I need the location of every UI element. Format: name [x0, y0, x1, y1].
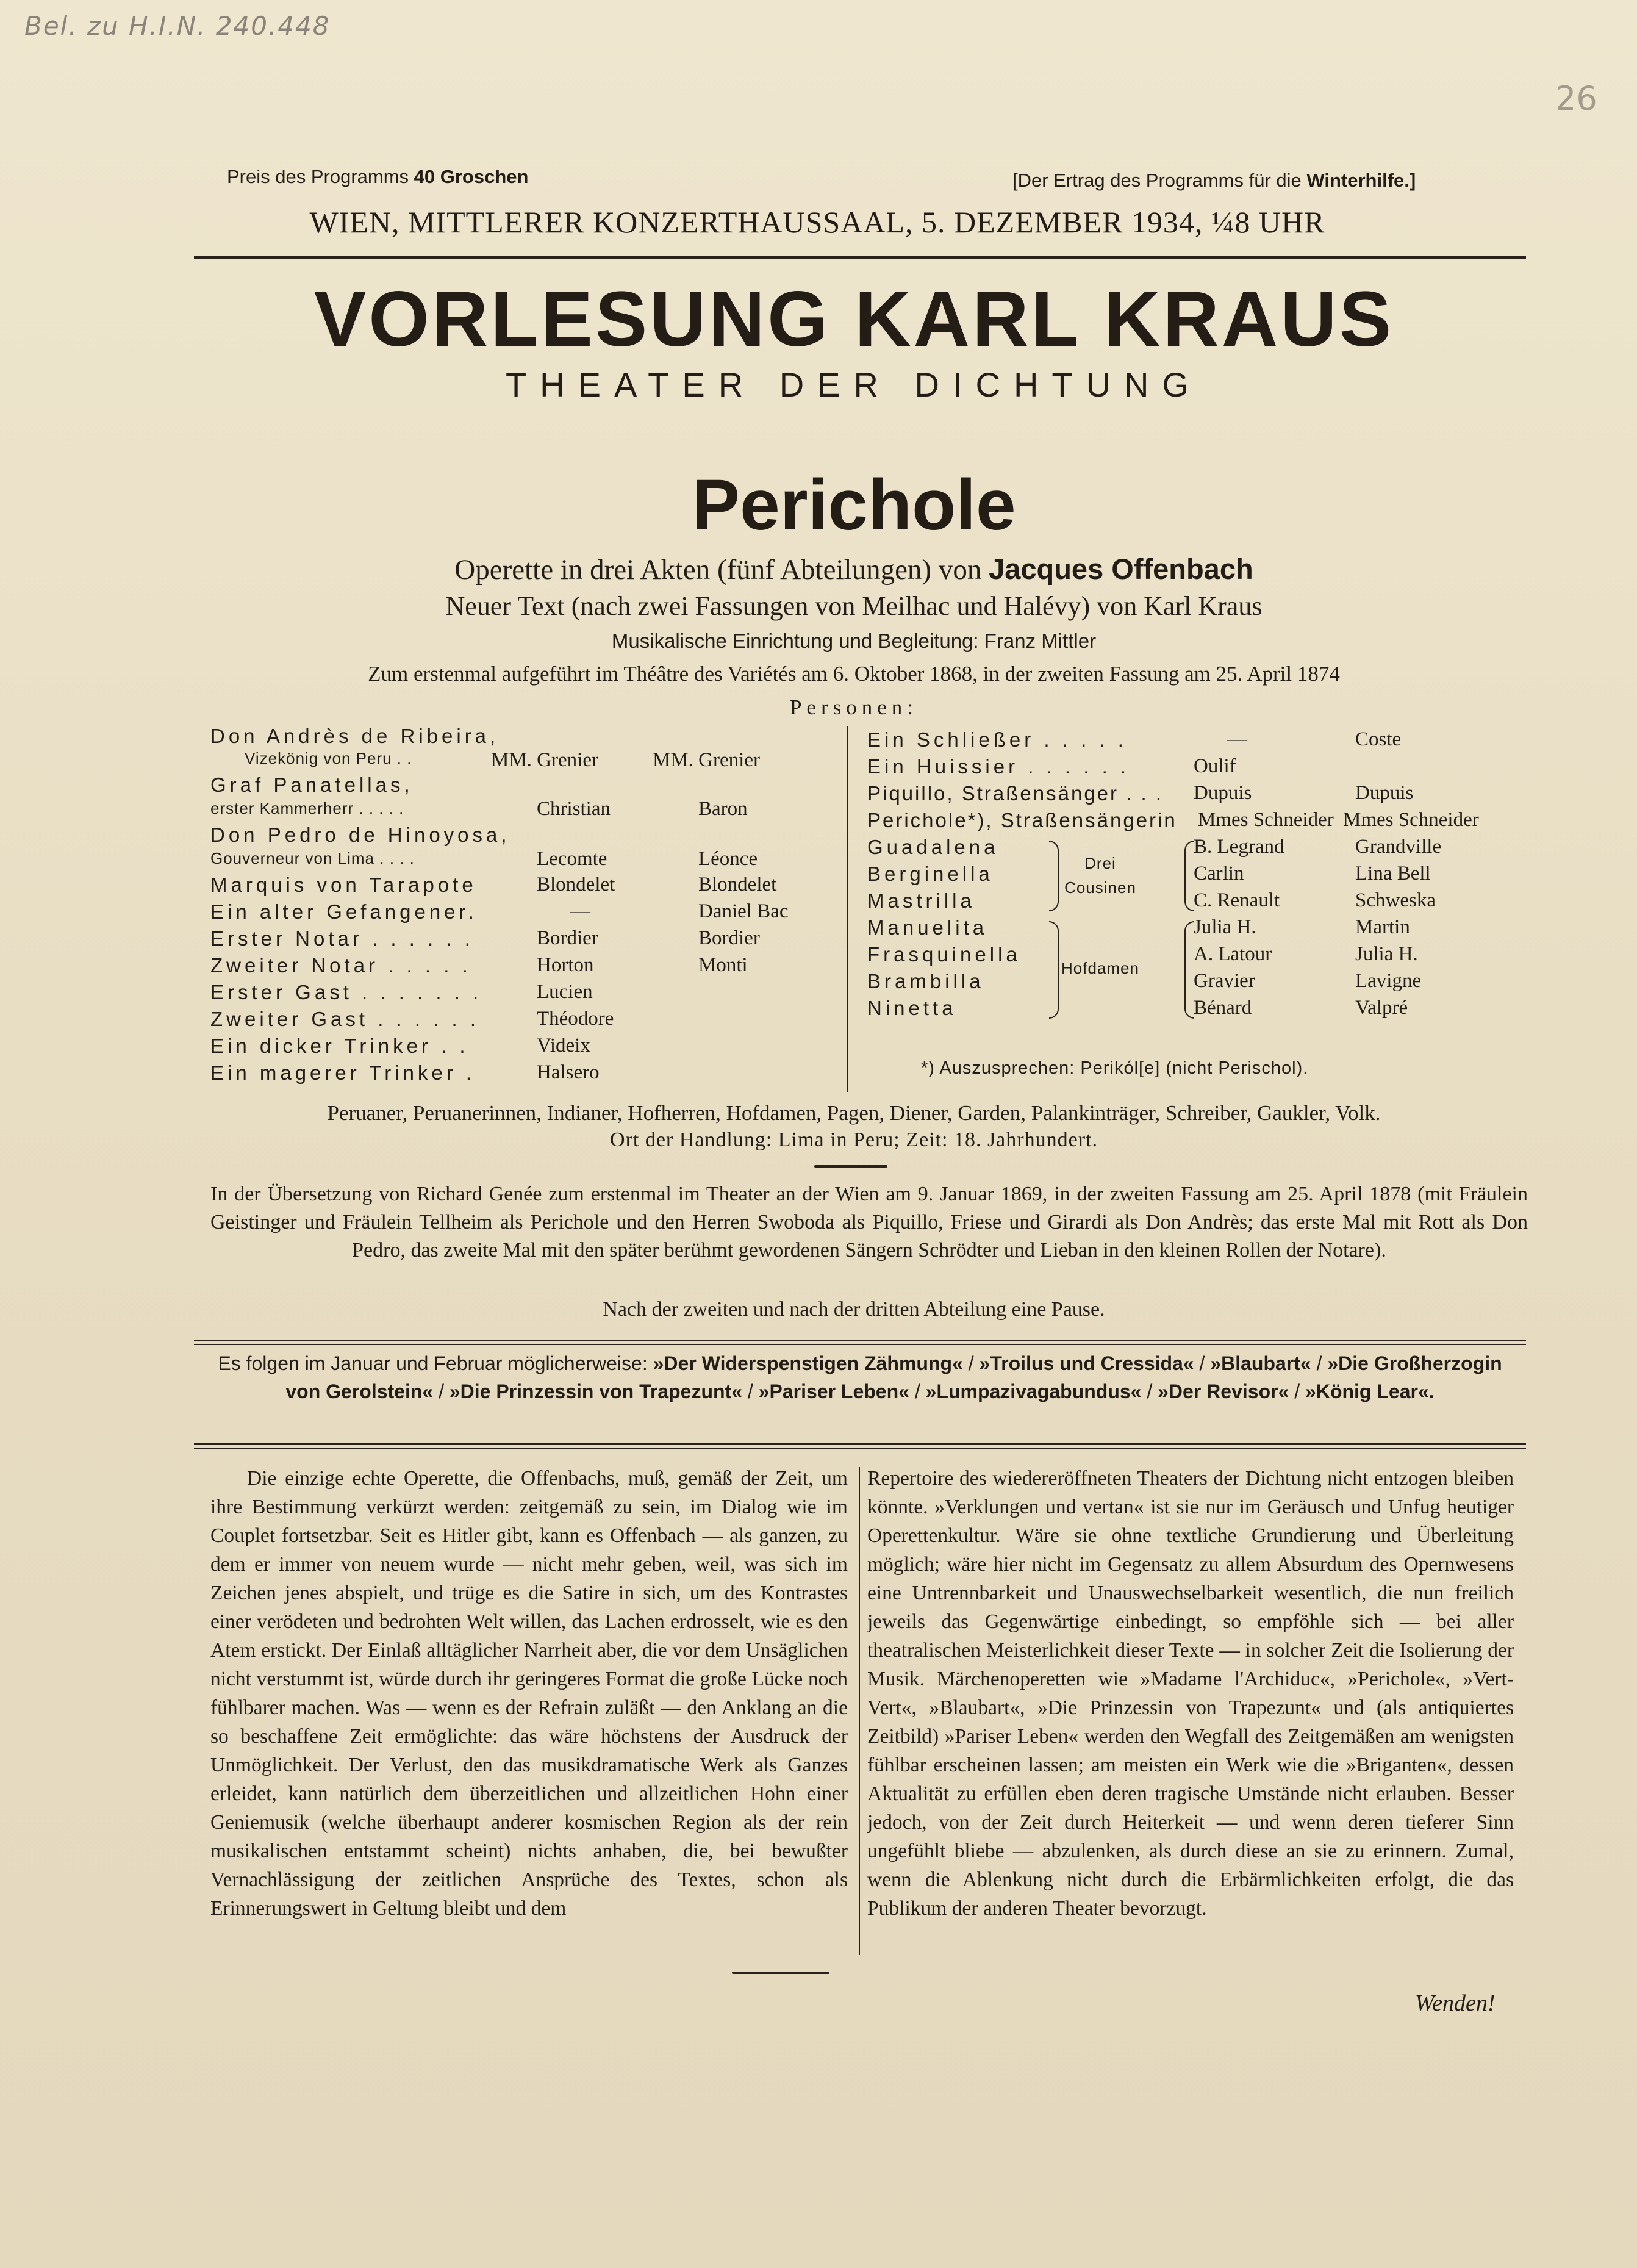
- pause-note: Nach der zweiten und nach der dritten Abteilung eine Pause.: [603, 1298, 1105, 1321]
- cast-role: Frasquinella: [867, 943, 1021, 966]
- upcoming-work: »Blaubart«: [1210, 1352, 1311, 1374]
- cast-role: Perichole*), Straßensängerin: [867, 809, 1177, 831]
- upcoming-rule-bottom-2: [194, 1448, 1526, 1449]
- cast-row: [210, 981, 839, 1008]
- cast-actor-1874: Mmes Schneider: [1343, 809, 1479, 831]
- group-label: Hofdamen: [1061, 959, 1139, 977]
- cast-row: [210, 725, 839, 773]
- cast-role: Don Pedro de Hinoyosa,: [210, 824, 510, 846]
- proceeds-bold: Winterhilfe.]: [1306, 170, 1416, 191]
- turn-page-note: Wenden!: [1415, 1990, 1496, 2016]
- cast-role: Piquillo, Straßensänger . . .: [867, 782, 1164, 805]
- play-line1: [122, 552, 1586, 586]
- pencil-archive-note: Bel. zu H.I.N. 240.448: [24, 11, 331, 41]
- cast-role: Don Andrès de Ribeira,: [210, 725, 500, 747]
- price-label: Preis des Programms: [227, 166, 409, 187]
- group-label: Drei: [1084, 854, 1116, 872]
- cast-role: Ein alter Gefangener.: [210, 900, 478, 923]
- cast-role: Zweiter Gast . . . . . .: [210, 1008, 480, 1030]
- cast-actor-1874: MM. Grenier: [653, 749, 760, 771]
- cast-row: [210, 773, 839, 824]
- price-note: [227, 166, 528, 188]
- cast-actor-1874: Valpré: [1355, 997, 1408, 1019]
- cast-actor-1868: Horton: [537, 954, 594, 976]
- upcoming-work: »Pariser Leben«: [758, 1380, 909, 1402]
- cast-role: Guadalena: [867, 836, 999, 858]
- cast-actor-1868: Videix: [537, 1035, 590, 1057]
- brace-left: [1049, 841, 1059, 911]
- cast-actor-1874: Schweska: [1355, 889, 1436, 911]
- cast-actor-1874: Bordier: [698, 927, 760, 949]
- cast-role: Mastrilla: [867, 889, 975, 912]
- upcoming-rule-top: [194, 1340, 1526, 1341]
- cast-actor-1868: Lucien: [537, 981, 593, 1003]
- cast-role: Marquis von Tarapote: [210, 874, 477, 896]
- cast-row: [867, 809, 1502, 836]
- cast-actor-1868: —: [1227, 728, 1247, 750]
- cast-left: [210, 725, 839, 1088]
- cast-actor-1874: Coste: [1355, 728, 1402, 750]
- cast-role: Ein Schließer . . . . .: [867, 728, 1127, 751]
- upcoming-work: »König Lear«.: [1305, 1380, 1435, 1402]
- cast-role: Zweiter Notar . . . . .: [210, 954, 471, 977]
- play-line3: Musikalische Einrichtung und Begleitung: Franz Mittler: [611, 630, 1097, 652]
- cast-actor-1868: Dupuis: [1194, 782, 1252, 804]
- cast-actor-1874: Martin: [1355, 916, 1410, 938]
- extras-line: Peruaner, Peruanerinnen, Indianer, Hofherren, Hofdamen, Pagen, Diener, Garden, Palankinträger, Schreiber, Gaukler, Volk.: [327, 1101, 1381, 1125]
- essay-column-left: Die einzige echte Operette, die Offenbachs, muß, gemäß der Zeit, um ihre Bestimmung verkürzt werden: zeitgemäß zu sein, im Dialog wie im Couplet fortsetzbar. Seit es Hitler gibt, kann es Offenbach — als ganzen, zu dem er immer von neuem wurde — nicht mehr geben, weil, was sich im Zeichen jenes abspielt, und trüge es die Satire in sich, um des Kontrastes einer verödeten und bedrohten Welt willen, das Lachen erdrosselt, wie es den Atem erstickt. Der Einlaß alltäglicher Narrheit aber, die vor dem Unsäglichen nicht verstummt ist, würde durch ihr geringeres Format die große Lücke noch fühlbarer machen. Was — wenn es der Refrain zuläßt — den Anklang an die so beschaffene Zeit ermöglichte: das wäre höchstens der Ausdruck der Unmöglichkeit. Der Verlust, den das musikdramatische Werk als Ganzes erleidet, kann natürlich dem überzeitlichen und allzeitlichen Hohn einer Geniemusik (welche überhaupt anderer kosmischen Region als der rein musikalischen entstammt scheint) nichts anhaben, die, bei bewußter Vernachlässigung der zeitlichen Ansprüche des Textes, schon als Erinnerungswert in Geltung bleibt und dem: [210, 1467, 848, 1920]
- cast-row: [210, 954, 839, 981]
- page-number: 26: [1555, 79, 1597, 118]
- cast-right: [867, 728, 1502, 1024]
- cast-actor-1868: MM. Grenier: [491, 749, 598, 771]
- cast-actor-1874: Monti: [698, 954, 748, 976]
- ornament-rule: [814, 1165, 887, 1168]
- cast-actor-1868: Blondelet: [537, 874, 615, 895]
- cast-row: [867, 782, 1502, 809]
- pronunciation-footnote: *) Auszusprechen: Perikól[e] (nicht Perischol).: [921, 1058, 1309, 1078]
- cousinen-group: [867, 836, 1502, 916]
- venue-line: WIEN, MITTLERER KONZERTHAUSSAAL, 5. DEZEMBER 1934, ¼8 UHR: [309, 205, 1325, 239]
- cast-actor-1868: Christian: [537, 798, 611, 820]
- cast-actor-1868: Lecomte: [537, 848, 607, 870]
- upcoming-rule-top-2: [194, 1344, 1526, 1345]
- brace-right: [1184, 921, 1194, 1019]
- cast-actor-1868: Bordier: [537, 927, 598, 949]
- page-subtitle: THEATER DER DICHTUNG: [505, 365, 1203, 404]
- cast-actor-1874: Lavigne: [1355, 970, 1422, 992]
- cast-actor-1868: Théodore: [537, 1008, 614, 1030]
- play-title: Perichole: [692, 465, 1016, 545]
- cast-row: [210, 1061, 839, 1088]
- upcoming-work: »Troilus und Cressida«: [979, 1352, 1194, 1374]
- cast-row: [210, 1035, 839, 1061]
- cast-actor-1868: A. Latour: [1194, 943, 1272, 965]
- end-ornament: [732, 1972, 829, 1974]
- upcoming-work: »Der Revisor«: [1158, 1380, 1289, 1402]
- cast-actor-1874: Dupuis: [1355, 782, 1414, 804]
- proceeds-note: [1012, 170, 1416, 192]
- brace-right: [1184, 841, 1194, 911]
- upcoming-work: »Lumpazivagabundus«: [925, 1380, 1142, 1402]
- history-paragraph: In der Übersetzung von Richard Genée zum erstenmal im Theater an der Wien am 9. Januar 1869, in der zweiten Fassung am 25. April 1878 (mit Fräulein Geistinger und Fräulein Tellheim als Perichole und den Herren Swoboda als Piquillo, Friese und Girardi als Don Andrès; das erste Mal mit Rott als Don Pedro, das zweite Mal mit den später berühmt gewordenen Sängern Schrödter und Lieban in den kleinen Rollen der Notare).: [210, 1183, 1528, 1261]
- cast-role: Ninetta: [867, 997, 957, 1019]
- cast-row: [210, 927, 839, 954]
- cast-role: Ein dicker Trinker . .: [210, 1035, 469, 1057]
- cast-actor-1868: Mmes Schneider: [1198, 809, 1334, 831]
- personen-heading: Personen:: [789, 695, 919, 719]
- cast-row: [867, 755, 1502, 782]
- cast-actor-1874: Blondelet: [698, 874, 777, 895]
- cast-row: [210, 1008, 839, 1035]
- play-line4: Zum erstenmal aufgeführt im Théâtre des Variétés am 6. Oktober 1868, in der zweiten Fassung am 25. April 1874: [368, 662, 1340, 686]
- cast-role: Erster Notar . . . . . .: [210, 927, 474, 950]
- cast-role-note: Vizekönig von Peru . .: [245, 749, 412, 767]
- cast-role: Brambilla: [867, 970, 984, 992]
- header-rule: [194, 256, 1526, 259]
- cast-actor-1874: Julia H.: [1355, 943, 1418, 965]
- cast-actor-1874: Daniel Bac: [698, 900, 789, 922]
- upcoming-work: »Die Prinzessin von Trapezunt«: [449, 1380, 743, 1402]
- cast-role: Berginella: [867, 863, 994, 885]
- cast-row: [210, 900, 839, 927]
- cast-actor-1868: Carlin: [1194, 863, 1244, 885]
- essay-column-right: Repertoire des wiedereröffneten Theaters der Dichtung nicht entzogen bleiben könnte. »Verklungen und vertan« ist sie nur im Geräusch und Unfug heutiger Operettenkultur. Wäre sie ohne textliche Grundierung und Überleitung möglich; wäre hier nicht im Gegensatz zu allem Absurdum des Opernwesens eine Untrennbarkeit und Unauswechselbarkeit wesentlich, die nun freilich jeweils das Gegenwärtige einbedingt, so empföhle sich — bei aller theatralischen Meisterlichkeit dieser Texte — in solcher Zeit die Isolierung der Musik. Märchenoperetten wie »Madame l'Archiduc«, »Perichole«, »Vert-Vert«, »Blaubart«, »Die Prinzessin von Trapezunt« und (als antiquiertes Zeitbild) »Pariser Leben« werden den Wegfall des Zeitgemäßen am wenigsten fühlbar erscheinen lassen; am meisten ein Werk wie die »Briganten«, dessen Aktualität zu erfüllen eben deren tragische Umstände nicht erlauben. Besser jedoch, von der Zeit durch Heiterkeit — und wenn deren tieferer Sinn ungefühlt bliebe — abzulenken, als durch diese an sie zu erinnern. Zumal, wenn die Ablenkung nicht durch die Erbärmlichkeiten erfolgt, die das Publikum der anderen Theater bevorzugt.: [867, 1467, 1514, 1920]
- cast-actor-1874: Léonce: [698, 848, 758, 870]
- upcoming-work: »Der Widerspenstigen Zähmung«: [653, 1352, 963, 1374]
- play-line2: Neuer Text (nach zwei Fassungen von Meilhac und Halévy) von Karl Kraus: [445, 591, 1263, 621]
- price-amount: 40 Groschen: [414, 166, 529, 187]
- proceeds-label: [Der Ertrag des Programms für die: [1012, 170, 1302, 191]
- cast-actor-1868: Halsero: [537, 1061, 600, 1083]
- upcoming-rule-bottom: [194, 1443, 1526, 1445]
- cast-role: Graf Panatellas,: [210, 773, 414, 796]
- upcoming-works: Es folgen im Januar und Februar möglicherweise: »Der Widerspenstigen Zähmung« / »Troilus und Cressida« / »Blaubart« / »Die Großherzogin von Gerolstein« / »Die Prinzessin von Trapezunt« / »Pariser Leben« / »Lumpazivagabundus« / »Der Revisor« / »König Lear«.: [218, 1352, 1502, 1402]
- place-line: Ort der Handlung: Lima in Peru; Zeit: 18. Jahrhundert.: [610, 1129, 1098, 1151]
- essay-divider: [859, 1467, 860, 1955]
- hofdamen-group: [867, 916, 1502, 1024]
- cast-actor-1874: Baron: [698, 798, 748, 820]
- cast-role-note: Gouverneur von Lima . . . .: [210, 849, 415, 867]
- cast-actor-1874: Lina Bell: [1355, 863, 1431, 885]
- composer-name: Jacques Offenbach: [989, 553, 1253, 585]
- cast-actor-1868: Gravier: [1194, 970, 1255, 992]
- cast-actor-1868: Julia H.: [1194, 916, 1256, 938]
- cast-role: Manuelita: [867, 916, 988, 939]
- play-line1-text: Operette in drei Akten (fünf Abteilungen) von: [454, 554, 982, 586]
- cast-role: Ein Huissier . . . . . .: [867, 755, 1130, 778]
- cast-divider: [847, 726, 848, 1092]
- cast-actor-1874: Grandville: [1355, 836, 1442, 858]
- cast-row: [210, 824, 839, 874]
- page-title: VORLESUNG KARL KRAUS: [313, 276, 1394, 363]
- cast-role-note: erster Kammerherr . . . . .: [210, 799, 404, 817]
- cast-actor-1868: Oulif: [1194, 755, 1236, 777]
- cast-row: [867, 728, 1502, 755]
- upcoming-intro: Es folgen im Januar und Februar möglicherweise:: [218, 1352, 648, 1374]
- cast-actor-1868: C. Renault: [1194, 889, 1280, 911]
- cast-role: Ein magerer Trinker .: [210, 1061, 476, 1084]
- cast-actor-1868: B. Legrand: [1194, 836, 1284, 858]
- cast-role: Erster Gast . . . . . . .: [210, 981, 482, 1003]
- cast-row: [210, 874, 839, 900]
- cast-actor-1868: —: [570, 900, 590, 922]
- upcoming-work: »Die Großherzogin von Gerolstein«: [285, 1352, 1502, 1402]
- group-label: Cousinen: [1064, 878, 1136, 897]
- cast-actor-1868: Bénard: [1194, 997, 1252, 1019]
